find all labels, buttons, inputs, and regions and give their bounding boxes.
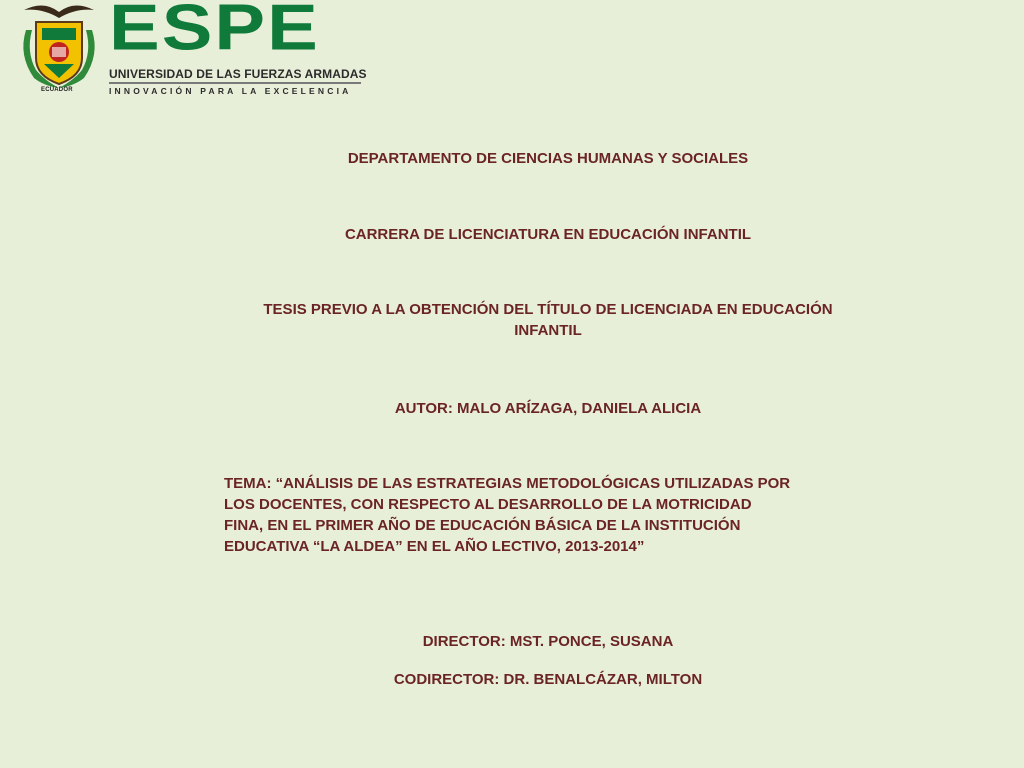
career-heading: CARRERA DE LICENCIATURA EN EDUCACIÓN INFANTIL	[344, 226, 752, 243]
university-name: UNIVERSIDAD DE LAS FUERZAS ARMADAS	[109, 67, 367, 81]
thesis-line: TESIS PREVIO A LA OBTENCIÓN DEL TÍTULO DE LICENCIADA EN EDUCACIÓN	[263, 301, 833, 318]
university-motto: INNOVACIÓN PARA LA EXCELENCIA	[109, 86, 352, 96]
thesis-statement	[224, 299, 872, 341]
espe-wordmark: ESPE	[109, 0, 320, 64]
topic-line: TEMA: “ANÁLISIS DE LAS ESTRATEGIAS METODOLÓGICAS UTILIZADAS POR	[224, 475, 791, 492]
university-crest-icon	[14, 0, 104, 100]
topic-line: FINA, EN EL PRIMER AÑO DE EDUCACIÓN BÁSICA DE LA INSTITUCIÓN	[224, 517, 741, 534]
topic-line: LOS DOCENTES, CON RESPECTO AL DESARROLLO DE LA MOTRICIDAD	[224, 496, 752, 513]
department-heading: DEPARTAMENTO DE CIENCIAS HUMANAS Y SOCIALES	[347, 150, 749, 167]
author-line: AUTOR: MALO ARÍZAGA, DANIELA ALICIA	[394, 400, 702, 417]
crest-caption: ECUADOR	[41, 87, 73, 93]
topic-line: EDUCATIVA “LA ALDEA” EN EL AÑO LECTIVO, 2013-2014”	[224, 538, 645, 555]
logo-divider	[109, 82, 361, 84]
director-line: DIRECTOR: MST. PONCE, SUSANA	[422, 633, 674, 650]
codirector-line: CODIRECTOR: DR. BENALCÁZAR, MILTON	[393, 671, 703, 688]
espe-logo	[14, 0, 367, 100]
thesis-topic	[224, 473, 884, 557]
thesis-line: INFANTIL	[514, 322, 582, 339]
